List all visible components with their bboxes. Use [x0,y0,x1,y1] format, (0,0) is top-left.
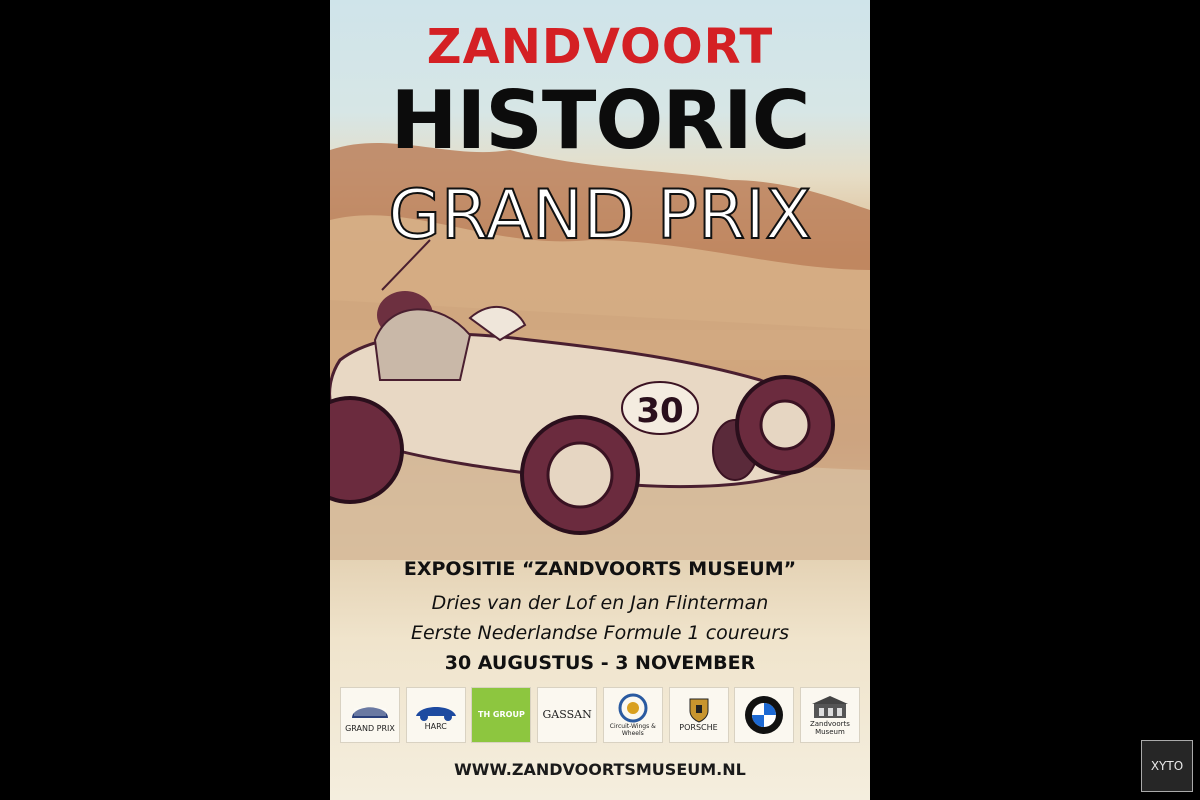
xyto-watermark: XYTO [1141,740,1193,792]
wings-wheels-logo [603,687,663,743]
drivers-description: Eerste Nederlandse Formule 1 coureurs [410,622,790,644]
sponsor-name: Circuit-Wings & Wheels [609,723,656,737]
sponsor-name: TH GROUP [477,710,525,719]
bmw-logo [734,687,794,743]
drivers-subtitle: Dries van der Lof en Jan Flinterman [431,592,769,614]
harc-car-icon [414,698,458,722]
exhibition-title: EXPOSITIE “ZANDVOORTS MUSEUM” [403,558,797,580]
sponsor-name: GRAND PRIX [345,724,395,733]
grand-prix-icon [348,696,392,724]
exhibition-dates: 30 AUGUSTUS - 3 NOVEMBER [444,652,756,674]
event-poster [330,0,870,800]
porsche-logo [669,687,729,743]
wheel-icon [616,693,650,723]
porsche-crest-icon [688,697,710,723]
title-historic: HISTORIC [390,74,810,167]
bmw-roundel-icon [744,695,784,735]
sponsor-name: Zandvoorts Museum [809,720,850,736]
car-number: 30 [636,391,684,431]
th-group-logo [471,687,531,743]
title-zandvoort: ZANDVOORT [426,19,774,75]
title-grand-prix: GRAND PRIX [388,176,812,255]
harc-logo [406,687,466,743]
gassan-logo [537,687,597,743]
sponsor-name: GASSAN [542,708,592,721]
website-url[interactable]: WWW.ZANDVOORTSMUSEUM.NL [454,760,746,779]
sponsor-name: PORSCHE [679,723,718,732]
grand-prix-logo [340,687,400,743]
museum-building-icon [810,694,850,720]
zandvoorts-museum-logo [800,687,860,743]
sponsor-logos [340,686,860,744]
sponsor-name: HARC [424,722,447,731]
